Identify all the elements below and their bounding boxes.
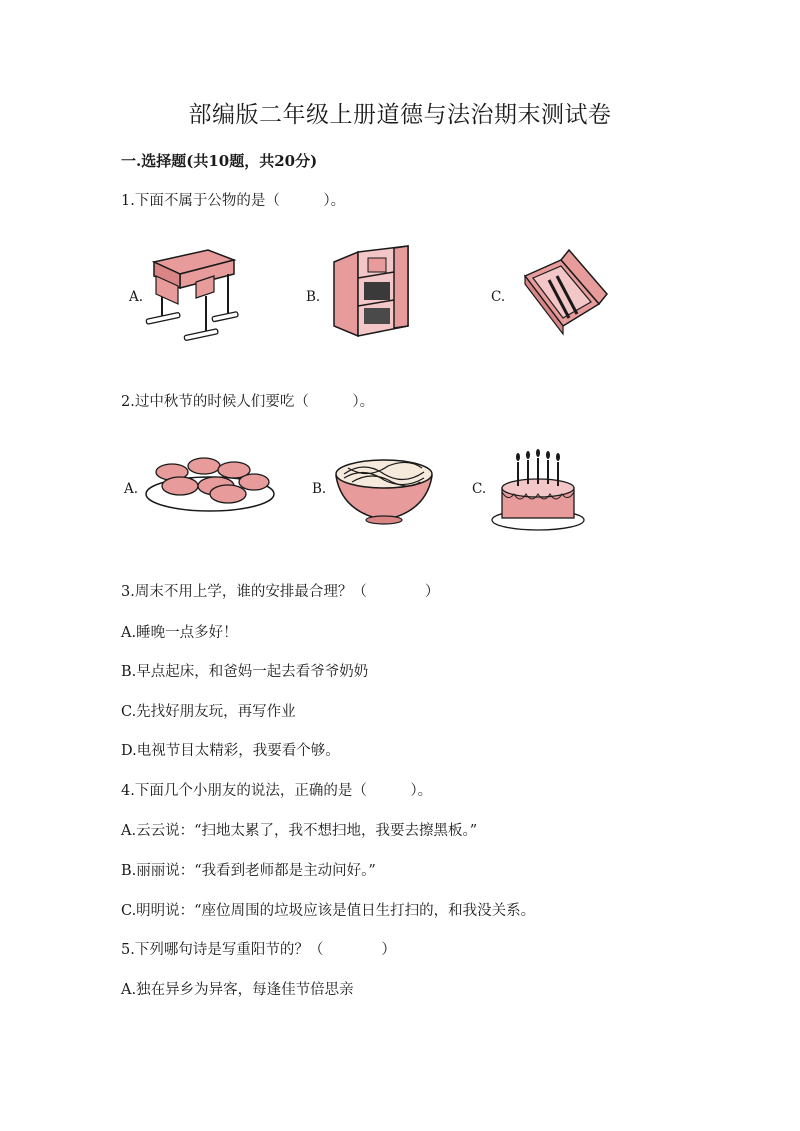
q4-option-b: B.丽丽说：“我看到老师都是主动问好。” bbox=[121, 863, 376, 879]
q4-option-a: A.云云说：“扫地太累了，我不想扫地，我要去擦黑板。” bbox=[121, 823, 478, 839]
q2-option-b-label: B. bbox=[312, 481, 327, 497]
birthday-cake-icon bbox=[490, 448, 586, 532]
q1-option-c-label: C. bbox=[491, 289, 506, 305]
q1-option-a-label: A. bbox=[129, 289, 144, 305]
page-title: 部编版二年级上册道德与法治期末测试卷 bbox=[188, 102, 612, 128]
question-3: 3.周末不用上学，谁的安排最合理？（ ） bbox=[121, 584, 440, 600]
question-1: 1.下面不属于公物的是（ ）。 bbox=[121, 193, 346, 209]
q4-option-c: C.明明说：“座位周围的垃圾应该是值日生打扫的，和我没关系。 bbox=[121, 903, 536, 919]
pencil-case-icon bbox=[519, 246, 613, 340]
q3-option-c: C.先找好朋友玩，再写作业 bbox=[121, 704, 296, 720]
q1-option-b-label: B. bbox=[306, 289, 321, 305]
q2-option-c-label: C. bbox=[472, 481, 487, 497]
q5-option-a: A.独在异乡为异客，每逢佳节倍思亲 bbox=[121, 982, 354, 998]
q3-option-d: D.电视节目太精彩，我要看个够。 bbox=[121, 743, 340, 759]
bookshelf-icon bbox=[328, 240, 416, 340]
mooncakes-icon bbox=[142, 450, 278, 516]
question-5: 5.下列哪句诗是写重阳节的？（ ） bbox=[121, 942, 396, 958]
q3-option-b: B.早点起床，和爸妈一起去看爷爷奶奶 bbox=[121, 664, 369, 680]
question-4: 4.下面几个小朋友的说法，正确的是（ ）。 bbox=[121, 783, 433, 799]
question-2: 2.过中秋节的时候人们要吃（ ）。 bbox=[121, 394, 375, 410]
noodle-bowl-icon bbox=[332, 450, 436, 526]
q2-option-a-label: A. bbox=[124, 481, 139, 497]
q3-option-a: A.睡晚一点多好！ bbox=[121, 625, 238, 641]
school-desk-icon bbox=[142, 242, 242, 347]
section-heading: 一.选择题(共10题，共20分) bbox=[121, 152, 318, 170]
